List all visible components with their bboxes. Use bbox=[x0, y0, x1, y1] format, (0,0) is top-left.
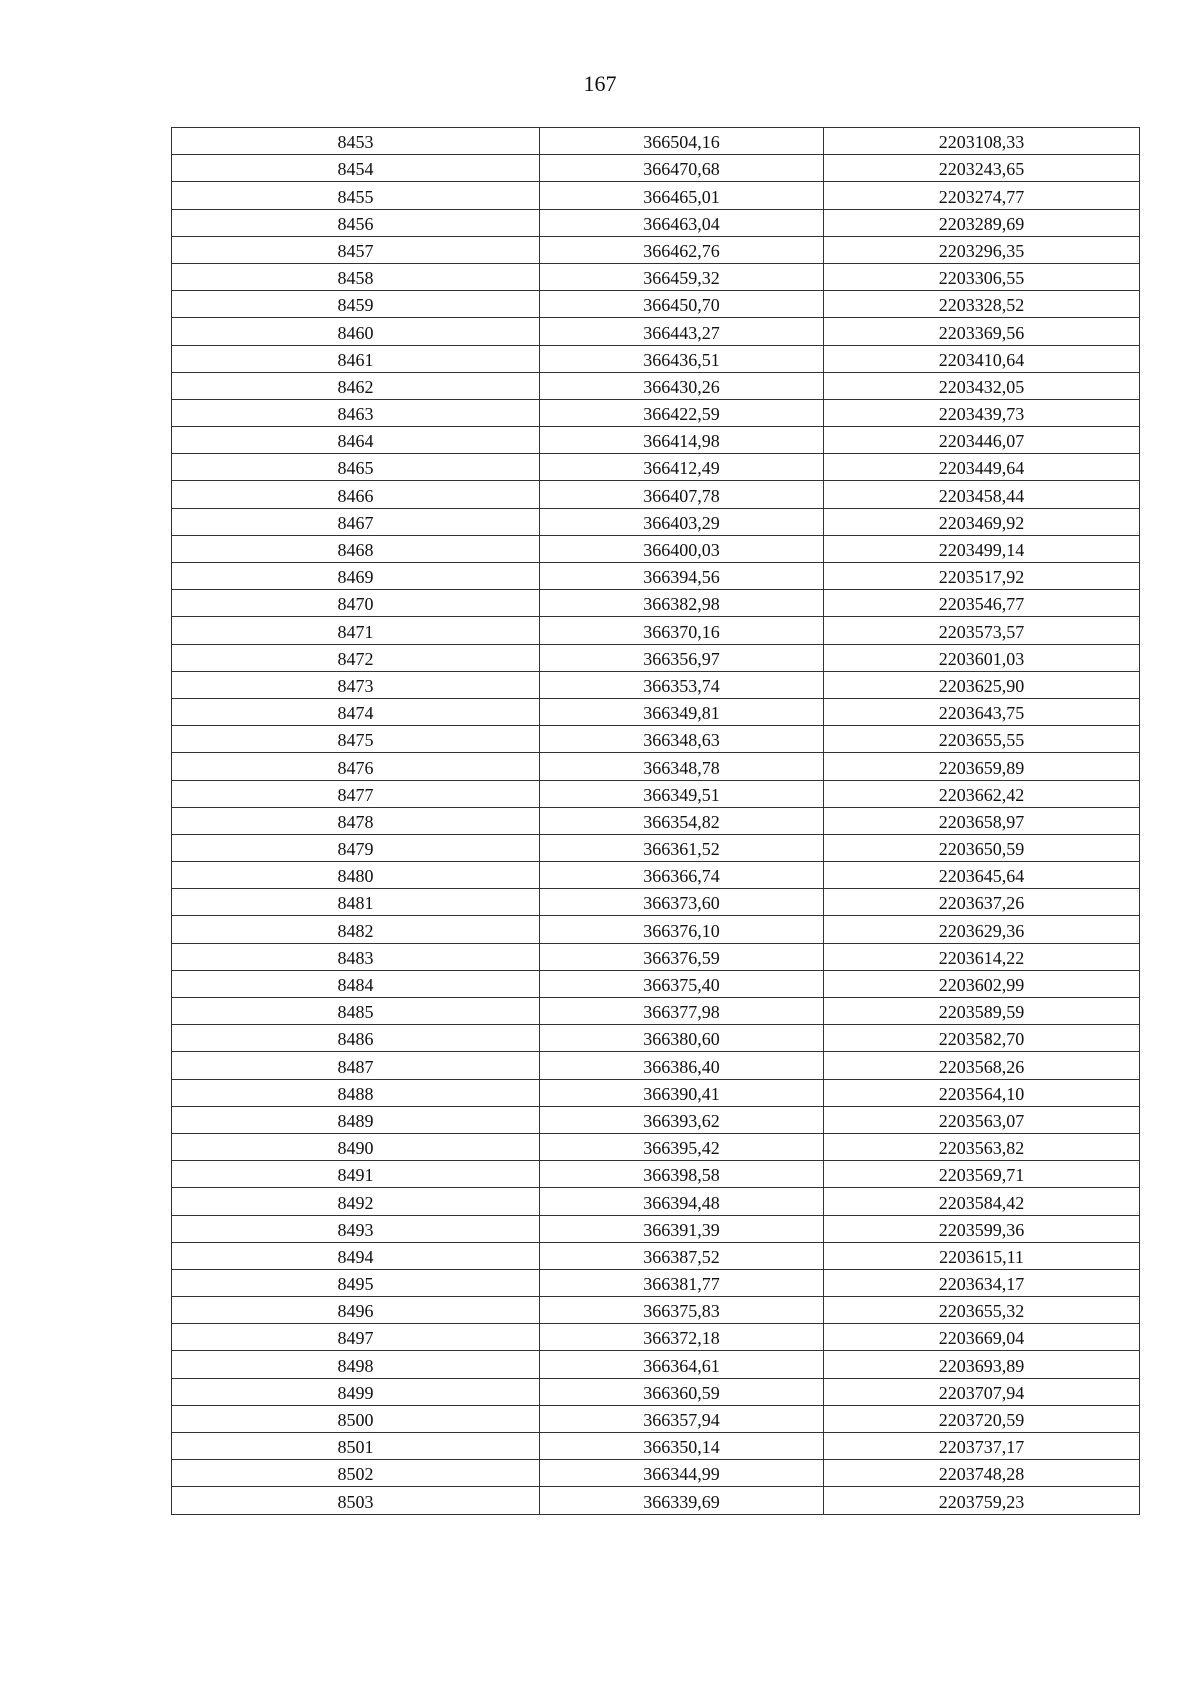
point-number-cell: 8499 bbox=[172, 1378, 540, 1405]
table-row bbox=[172, 726, 1140, 753]
y-coordinate-cell: 2203108,33 bbox=[824, 128, 1140, 155]
y-coordinate-cell: 2203564,10 bbox=[824, 1079, 1140, 1106]
point-number-cell: 8461 bbox=[172, 345, 540, 372]
point-number-cell: 8456 bbox=[172, 209, 540, 236]
y-coordinate-cell: 2203650,59 bbox=[824, 834, 1140, 861]
point-number-cell: 8488 bbox=[172, 1079, 540, 1106]
table-row bbox=[172, 318, 1140, 345]
table-row bbox=[172, 209, 1140, 236]
y-coordinate-cell: 2203634,17 bbox=[824, 1269, 1140, 1296]
table-row bbox=[172, 128, 1140, 155]
table-row bbox=[172, 753, 1140, 780]
point-number-cell: 8491 bbox=[172, 1161, 540, 1188]
point-number-cell: 8495 bbox=[172, 1269, 540, 1296]
table-row bbox=[172, 1378, 1140, 1405]
table-row bbox=[172, 671, 1140, 698]
table-row bbox=[172, 644, 1140, 671]
y-coordinate-cell: 2203369,56 bbox=[824, 318, 1140, 345]
x-coordinate-cell: 366394,48 bbox=[540, 1188, 824, 1215]
point-number-cell: 8487 bbox=[172, 1052, 540, 1079]
x-coordinate-cell: 366375,83 bbox=[540, 1297, 824, 1324]
x-coordinate-cell: 366357,94 bbox=[540, 1405, 824, 1432]
y-coordinate-cell: 2203693,89 bbox=[824, 1351, 1140, 1378]
y-coordinate-cell: 2203469,92 bbox=[824, 508, 1140, 535]
table-row bbox=[172, 998, 1140, 1025]
point-number-cell: 8497 bbox=[172, 1324, 540, 1351]
point-number-cell: 8472 bbox=[172, 644, 540, 671]
y-coordinate-cell: 2203669,04 bbox=[824, 1324, 1140, 1351]
x-coordinate-cell: 366443,27 bbox=[540, 318, 824, 345]
point-number-cell: 8484 bbox=[172, 970, 540, 997]
point-number-cell: 8496 bbox=[172, 1297, 540, 1324]
table-row bbox=[172, 481, 1140, 508]
table-row bbox=[172, 1133, 1140, 1160]
y-coordinate-cell: 2203499,14 bbox=[824, 535, 1140, 562]
table-row bbox=[172, 862, 1140, 889]
table-row bbox=[172, 263, 1140, 290]
point-number-cell: 8457 bbox=[172, 236, 540, 263]
table-row bbox=[172, 1025, 1140, 1052]
y-coordinate-cell: 2203458,44 bbox=[824, 481, 1140, 508]
x-coordinate-cell: 366412,49 bbox=[540, 454, 824, 481]
y-coordinate-cell: 2203614,22 bbox=[824, 943, 1140, 970]
x-coordinate-cell: 366344,99 bbox=[540, 1460, 824, 1487]
x-coordinate-cell: 366376,59 bbox=[540, 943, 824, 970]
table-row bbox=[172, 1079, 1140, 1106]
coordinates-table-body bbox=[172, 128, 1140, 1515]
x-coordinate-cell: 366372,18 bbox=[540, 1324, 824, 1351]
table-row bbox=[172, 780, 1140, 807]
table-row bbox=[172, 1052, 1140, 1079]
table-row bbox=[172, 834, 1140, 861]
x-coordinate-cell: 366504,16 bbox=[540, 128, 824, 155]
y-coordinate-cell: 2203659,89 bbox=[824, 753, 1140, 780]
table-row bbox=[172, 1242, 1140, 1269]
point-number-cell: 8478 bbox=[172, 807, 540, 834]
point-number-cell: 8460 bbox=[172, 318, 540, 345]
table-row bbox=[172, 698, 1140, 725]
x-coordinate-cell: 366348,63 bbox=[540, 726, 824, 753]
y-coordinate-cell: 2203643,75 bbox=[824, 698, 1140, 725]
point-number-cell: 8477 bbox=[172, 780, 540, 807]
point-number-cell: 8482 bbox=[172, 916, 540, 943]
x-coordinate-cell: 366348,78 bbox=[540, 753, 824, 780]
y-coordinate-cell: 2203446,07 bbox=[824, 427, 1140, 454]
x-coordinate-cell: 366450,70 bbox=[540, 291, 824, 318]
y-coordinate-cell: 2203568,26 bbox=[824, 1052, 1140, 1079]
y-coordinate-cell: 2203296,35 bbox=[824, 236, 1140, 263]
table-row bbox=[172, 1487, 1140, 1514]
point-number-cell: 8453 bbox=[172, 128, 540, 155]
y-coordinate-cell: 2203655,32 bbox=[824, 1297, 1140, 1324]
x-coordinate-cell: 366376,10 bbox=[540, 916, 824, 943]
y-coordinate-cell: 2203306,55 bbox=[824, 263, 1140, 290]
y-coordinate-cell: 2203569,71 bbox=[824, 1161, 1140, 1188]
x-coordinate-cell: 366375,40 bbox=[540, 970, 824, 997]
table-row bbox=[172, 508, 1140, 535]
table-row bbox=[172, 1297, 1140, 1324]
point-number-cell: 8479 bbox=[172, 834, 540, 861]
table-row bbox=[172, 1351, 1140, 1378]
y-coordinate-cell: 2203584,42 bbox=[824, 1188, 1140, 1215]
table-row bbox=[172, 236, 1140, 263]
x-coordinate-cell: 366356,97 bbox=[540, 644, 824, 671]
table-row bbox=[172, 563, 1140, 590]
table-row bbox=[172, 889, 1140, 916]
point-number-cell: 8458 bbox=[172, 263, 540, 290]
table-row bbox=[172, 427, 1140, 454]
point-number-cell: 8462 bbox=[172, 372, 540, 399]
point-number-cell: 8467 bbox=[172, 508, 540, 535]
point-number-cell: 8490 bbox=[172, 1133, 540, 1160]
x-coordinate-cell: 366395,42 bbox=[540, 1133, 824, 1160]
table-row bbox=[172, 1405, 1140, 1432]
y-coordinate-cell: 2203599,36 bbox=[824, 1215, 1140, 1242]
x-coordinate-cell: 366436,51 bbox=[540, 345, 824, 372]
y-coordinate-cell: 2203601,03 bbox=[824, 644, 1140, 671]
y-coordinate-cell: 2203637,26 bbox=[824, 889, 1140, 916]
table-row bbox=[172, 155, 1140, 182]
y-coordinate-cell: 2203759,23 bbox=[824, 1487, 1140, 1514]
x-coordinate-cell: 366364,61 bbox=[540, 1351, 824, 1378]
point-number-cell: 8476 bbox=[172, 753, 540, 780]
point-number-cell: 8475 bbox=[172, 726, 540, 753]
x-coordinate-cell: 366393,62 bbox=[540, 1106, 824, 1133]
page-number: 167 bbox=[583, 71, 617, 96]
point-number-cell: 8464 bbox=[172, 427, 540, 454]
table-row bbox=[172, 1161, 1140, 1188]
point-number-cell: 8465 bbox=[172, 454, 540, 481]
table-row bbox=[172, 454, 1140, 481]
table-row bbox=[172, 590, 1140, 617]
table-row bbox=[172, 1433, 1140, 1460]
y-coordinate-cell: 2203563,07 bbox=[824, 1106, 1140, 1133]
x-coordinate-cell: 366361,52 bbox=[540, 834, 824, 861]
y-coordinate-cell: 2203748,28 bbox=[824, 1460, 1140, 1487]
x-coordinate-cell: 366373,60 bbox=[540, 889, 824, 916]
x-coordinate-cell: 366462,76 bbox=[540, 236, 824, 263]
point-number-cell: 8463 bbox=[172, 399, 540, 426]
x-coordinate-cell: 366422,59 bbox=[540, 399, 824, 426]
point-number-cell: 8470 bbox=[172, 590, 540, 617]
x-coordinate-cell: 366394,56 bbox=[540, 563, 824, 590]
y-coordinate-cell: 2203629,36 bbox=[824, 916, 1140, 943]
table-row bbox=[172, 916, 1140, 943]
point-number-cell: 8493 bbox=[172, 1215, 540, 1242]
point-number-cell: 8480 bbox=[172, 862, 540, 889]
y-coordinate-cell: 2203449,64 bbox=[824, 454, 1140, 481]
point-number-cell: 8494 bbox=[172, 1242, 540, 1269]
x-coordinate-cell: 366459,32 bbox=[540, 263, 824, 290]
x-coordinate-cell: 366463,04 bbox=[540, 209, 824, 236]
x-coordinate-cell: 366377,98 bbox=[540, 998, 824, 1025]
point-number-cell: 8471 bbox=[172, 617, 540, 644]
x-coordinate-cell: 366349,51 bbox=[540, 780, 824, 807]
x-coordinate-cell: 366349,81 bbox=[540, 698, 824, 725]
x-coordinate-cell: 366350,14 bbox=[540, 1433, 824, 1460]
y-coordinate-cell: 2203328,52 bbox=[824, 291, 1140, 318]
x-coordinate-cell: 366382,98 bbox=[540, 590, 824, 617]
y-coordinate-cell: 2203589,59 bbox=[824, 998, 1140, 1025]
table-row bbox=[172, 1188, 1140, 1215]
y-coordinate-cell: 2203655,55 bbox=[824, 726, 1140, 753]
y-coordinate-cell: 2203737,17 bbox=[824, 1433, 1140, 1460]
table-row bbox=[172, 1460, 1140, 1487]
table-row bbox=[172, 182, 1140, 209]
point-number-cell: 8474 bbox=[172, 698, 540, 725]
y-coordinate-cell: 2203662,42 bbox=[824, 780, 1140, 807]
table-row bbox=[172, 617, 1140, 644]
point-number-cell: 8483 bbox=[172, 943, 540, 970]
x-coordinate-cell: 366353,74 bbox=[540, 671, 824, 698]
x-coordinate-cell: 366390,41 bbox=[540, 1079, 824, 1106]
y-coordinate-cell: 2203243,65 bbox=[824, 155, 1140, 182]
x-coordinate-cell: 366386,40 bbox=[540, 1052, 824, 1079]
table-row bbox=[172, 399, 1140, 426]
x-coordinate-cell: 366400,03 bbox=[540, 535, 824, 562]
y-coordinate-cell: 2203582,70 bbox=[824, 1025, 1140, 1052]
x-coordinate-cell: 366380,60 bbox=[540, 1025, 824, 1052]
x-coordinate-cell: 366470,68 bbox=[540, 155, 824, 182]
table-row bbox=[172, 943, 1140, 970]
y-coordinate-cell: 2203645,64 bbox=[824, 862, 1140, 889]
x-coordinate-cell: 366430,26 bbox=[540, 372, 824, 399]
point-number-cell: 8489 bbox=[172, 1106, 540, 1133]
x-coordinate-cell: 366391,39 bbox=[540, 1215, 824, 1242]
table-row bbox=[172, 535, 1140, 562]
y-coordinate-cell: 2203615,11 bbox=[824, 1242, 1140, 1269]
x-coordinate-cell: 366407,78 bbox=[540, 481, 824, 508]
point-number-cell: 8498 bbox=[172, 1351, 540, 1378]
x-coordinate-cell: 366360,59 bbox=[540, 1378, 824, 1405]
x-coordinate-cell: 366387,52 bbox=[540, 1242, 824, 1269]
point-number-cell: 8481 bbox=[172, 889, 540, 916]
point-number-cell: 8473 bbox=[172, 671, 540, 698]
table-row bbox=[172, 1324, 1140, 1351]
point-number-cell: 8503 bbox=[172, 1487, 540, 1514]
x-coordinate-cell: 366370,16 bbox=[540, 617, 824, 644]
x-coordinate-cell: 366354,82 bbox=[540, 807, 824, 834]
point-number-cell: 8469 bbox=[172, 563, 540, 590]
y-coordinate-cell: 2203573,57 bbox=[824, 617, 1140, 644]
x-coordinate-cell: 366339,69 bbox=[540, 1487, 824, 1514]
x-coordinate-cell: 366366,74 bbox=[540, 862, 824, 889]
table-row bbox=[172, 345, 1140, 372]
y-coordinate-cell: 2203707,94 bbox=[824, 1378, 1140, 1405]
y-coordinate-cell: 2203274,77 bbox=[824, 182, 1140, 209]
table-row bbox=[172, 1215, 1140, 1242]
point-number-cell: 8454 bbox=[172, 155, 540, 182]
table-row bbox=[172, 372, 1140, 399]
y-coordinate-cell: 2203625,90 bbox=[824, 671, 1140, 698]
point-number-cell: 8486 bbox=[172, 1025, 540, 1052]
point-number-cell: 8468 bbox=[172, 535, 540, 562]
point-number-cell: 8459 bbox=[172, 291, 540, 318]
table-row bbox=[172, 970, 1140, 997]
point-number-cell: 8455 bbox=[172, 182, 540, 209]
table-row bbox=[172, 291, 1140, 318]
point-number-cell: 8501 bbox=[172, 1433, 540, 1460]
table-row bbox=[172, 807, 1140, 834]
point-number-cell: 8500 bbox=[172, 1405, 540, 1432]
y-coordinate-cell: 2203720,59 bbox=[824, 1405, 1140, 1432]
x-coordinate-cell: 366414,98 bbox=[540, 427, 824, 454]
x-coordinate-cell: 366403,29 bbox=[540, 508, 824, 535]
y-coordinate-cell: 2203563,82 bbox=[824, 1133, 1140, 1160]
x-coordinate-cell: 366465,01 bbox=[540, 182, 824, 209]
coordinates-table bbox=[171, 127, 1140, 1515]
point-number-cell: 8466 bbox=[172, 481, 540, 508]
y-coordinate-cell: 2203658,97 bbox=[824, 807, 1140, 834]
point-number-cell: 8492 bbox=[172, 1188, 540, 1215]
y-coordinate-cell: 2203546,77 bbox=[824, 590, 1140, 617]
y-coordinate-cell: 2203289,69 bbox=[824, 209, 1140, 236]
y-coordinate-cell: 2203410,64 bbox=[824, 345, 1140, 372]
table-row bbox=[172, 1106, 1140, 1133]
point-number-cell: 8502 bbox=[172, 1460, 540, 1487]
x-coordinate-cell: 366381,77 bbox=[540, 1269, 824, 1296]
y-coordinate-cell: 2203432,05 bbox=[824, 372, 1140, 399]
table-row bbox=[172, 1269, 1140, 1296]
x-coordinate-cell: 366398,58 bbox=[540, 1161, 824, 1188]
point-number-cell: 8485 bbox=[172, 998, 540, 1025]
y-coordinate-cell: 2203439,73 bbox=[824, 399, 1140, 426]
y-coordinate-cell: 2203517,92 bbox=[824, 563, 1140, 590]
y-coordinate-cell: 2203602,99 bbox=[824, 970, 1140, 997]
